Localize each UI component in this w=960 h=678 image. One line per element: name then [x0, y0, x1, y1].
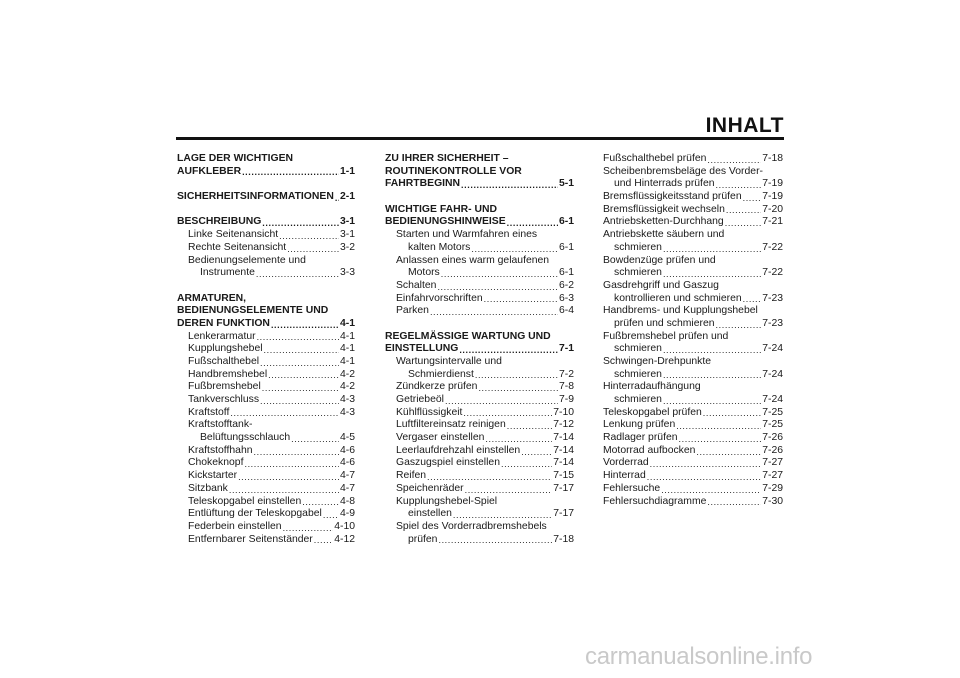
toc-entry[interactable]	[603, 432, 783, 445]
spacer	[177, 204, 355, 217]
toc-page-number: 3-1	[339, 216, 355, 228]
toc-entry[interactable]	[177, 534, 355, 547]
toc-entry-title: prüfen und schmieren	[614, 317, 715, 329]
toc-entry-title: Tankverschluss	[188, 394, 260, 406]
toc-page-number: 7-25	[762, 419, 783, 431]
toc-entry-title: kalten Motors	[408, 241, 471, 253]
dot-leader	[463, 407, 552, 419]
toc-entry-title: Reifen	[396, 470, 427, 482]
dot-leader	[465, 484, 553, 496]
toc-page-number: 4-2	[339, 381, 355, 393]
toc-entry[interactable]	[177, 521, 355, 534]
dot-leader	[430, 306, 558, 318]
dot-leader	[238, 471, 339, 483]
toc-page-number: 7-27	[762, 457, 783, 469]
toc-page-number: 7-27	[762, 470, 783, 482]
toc-entry[interactable]	[385, 534, 574, 547]
toc-entry-title: Vorderrad	[603, 457, 649, 469]
toc-page-number: 6-1	[558, 241, 574, 253]
dot-leader	[437, 281, 558, 293]
toc-entry-title: Entfernbarer Seitenständer	[188, 533, 313, 545]
dot-leader	[484, 293, 558, 305]
toc-page-number: 4-9	[339, 508, 355, 520]
toc-page-number: 7-15	[553, 470, 574, 482]
toc-entry[interactable]	[603, 470, 783, 483]
watermark: carmanualsonline.info	[585, 643, 813, 670]
dot-leader	[256, 268, 339, 280]
toc-entry[interactable]	[385, 483, 574, 496]
toc-page-number: 3-3	[339, 267, 355, 279]
dot-leader	[459, 344, 558, 356]
toc-entry[interactable]	[177, 356, 355, 369]
toc-entry[interactable]	[177, 496, 355, 509]
toc-page-number: 6-4	[558, 305, 574, 317]
toc-entry-title: Hinterrad	[603, 470, 646, 482]
toc-entry-title: Instrumente	[200, 267, 255, 279]
dot-leader	[262, 217, 339, 229]
dot-leader	[663, 344, 761, 356]
toc-entry[interactable]	[385, 343, 574, 356]
dot-leader	[726, 204, 761, 216]
toc-page-number: 5-1	[558, 178, 574, 190]
dot-leader	[507, 420, 552, 432]
toc-entry-title: Parken	[396, 305, 429, 317]
dot-leader	[262, 382, 339, 394]
toc-entry-title: Fußschalthebel	[188, 355, 260, 367]
toc-entry[interactable]	[385, 280, 574, 293]
toc-page-number: 7-29	[762, 482, 783, 494]
dot-leader	[323, 509, 339, 521]
toc-page-number: 7-17	[553, 482, 574, 494]
toc-page-number: 7-25	[762, 406, 783, 418]
toc-entry-title: Kickstarter	[188, 470, 238, 482]
toc-entry[interactable]	[603, 216, 783, 229]
dot-leader	[471, 243, 558, 255]
toc-page-number: 1-1	[339, 165, 355, 177]
toc-entry[interactable]	[603, 267, 783, 280]
toc-page-number: 7-26	[762, 444, 783, 456]
dot-leader	[230, 407, 339, 419]
toc-entry-title: Handbremshebel	[188, 368, 268, 380]
toc-entry-title: Kühlflüssigkeit	[396, 406, 463, 418]
toc-entry[interactable]	[603, 419, 783, 432]
toc-entry-title: Linke Seitenansicht	[188, 229, 279, 241]
dot-leader	[478, 382, 558, 394]
toc-entry[interactable]	[385, 305, 574, 318]
toc-entry[interactable]	[385, 470, 574, 483]
page-title: INHALT	[705, 114, 784, 137]
toc-entry-title: Schmierdienst	[408, 368, 474, 380]
toc-entry[interactable]	[177, 381, 355, 394]
toc-page-number: 7-12	[553, 419, 574, 431]
toc-entry-title: Fußschalthebel prüfen	[603, 152, 707, 164]
toc-entry-title: Wartungsintervalle und	[396, 356, 502, 367]
dot-leader	[264, 344, 339, 356]
toc-entry-title: schmieren	[614, 267, 662, 279]
toc-page-number: 7-14	[553, 432, 574, 444]
toc-entry-title: Teleskopgabel einstellen	[188, 495, 302, 507]
dot-leader	[707, 496, 761, 508]
toc-entry[interactable]	[385, 458, 574, 471]
toc-entry-title: schmieren	[614, 368, 662, 380]
toc-entry[interactable]	[603, 242, 783, 255]
toc-entry[interactable]	[603, 318, 783, 331]
toc-entry[interactable]	[385, 508, 574, 521]
toc-entry[interactable]	[385, 407, 574, 420]
dot-leader	[427, 471, 552, 483]
toc-entry[interactable]	[603, 369, 783, 382]
toc-page-number: 7-18	[553, 533, 574, 545]
toc-entry-title: Gasdrehgriff und Gaszug	[603, 279, 719, 291]
dot-leader	[287, 243, 339, 255]
toc-entry-title: EINSTELLUNG	[385, 343, 459, 355]
toc-entry-title: Schwingen-Drehpunkte	[603, 356, 712, 367]
toc-entry-title: prüfen	[408, 533, 438, 545]
dot-leader	[663, 395, 761, 407]
dot-leader	[716, 179, 762, 191]
toc-page-number: 7-23	[762, 317, 783, 329]
toc-entry-title: kontrollieren und schmieren	[614, 292, 742, 304]
toc-entry-title: und Hinterrads prüfen	[614, 178, 715, 190]
toc-page-number: 6-2	[558, 279, 574, 291]
dot-leader	[521, 446, 552, 458]
dot-leader	[661, 484, 761, 496]
toc-page-number: 3-2	[339, 241, 355, 253]
toc-page-number: 4-8	[339, 495, 355, 507]
dot-leader	[260, 357, 339, 369]
toc-page-number: 4-1	[339, 330, 355, 342]
toc-page-number: 4-1	[339, 355, 355, 367]
toc-entry[interactable]	[177, 369, 355, 382]
toc-entry[interactable]	[177, 242, 355, 255]
toc-entry[interactable]	[603, 153, 783, 166]
toc-entry-title: Kraftstofftank-	[188, 419, 253, 431]
toc-page-number: 7-24	[762, 343, 783, 355]
dot-leader	[663, 369, 761, 381]
dot-leader	[507, 217, 558, 229]
dot-leader	[647, 471, 761, 483]
toc-entry-title: Antriebskette säubern und	[603, 229, 725, 241]
toc-section-heading: ZU IHRER SICHERHEIT –	[385, 153, 509, 164]
toc-page-number: 4-6	[339, 444, 355, 456]
toc-entry-title: Fußbremshebel	[188, 381, 261, 393]
toc-page-number: 7-14	[553, 457, 574, 469]
toc-page-number: 4-3	[339, 406, 355, 418]
toc-entry[interactable]	[385, 369, 574, 382]
toc-page-number: 6-1	[558, 267, 574, 279]
toc-entry[interactable]	[177, 229, 355, 242]
toc-page-number: 7-22	[762, 267, 783, 279]
toc-entry-title: Lenkung prüfen	[603, 419, 676, 431]
dot-leader	[335, 192, 339, 204]
toc-entry[interactable]	[177, 470, 355, 483]
dot-leader	[260, 395, 339, 407]
toc-entry-title: Bremsflüssigkeit wechseln	[603, 203, 725, 215]
toc-entry-title: Fußbremshebel prüfen und	[603, 330, 729, 342]
title-rule	[176, 137, 784, 140]
toc-entry-title: Entlüftung der Teleskopgabel	[188, 508, 322, 520]
toc-page-number: 7-23	[762, 292, 783, 304]
toc-section-heading: ROUTINEKONTROLLE VOR	[385, 165, 522, 177]
dot-leader	[229, 484, 339, 496]
toc-entry[interactable]	[603, 191, 783, 204]
toc-entry-title: Kraftstoff	[188, 406, 230, 418]
toc-entry[interactable]	[385, 293, 574, 306]
toc-entry-title: Bowdenzüge prüfen und	[603, 254, 716, 266]
toc-page-number: 4-7	[339, 470, 355, 482]
toc-page-number: 4-1	[339, 317, 355, 329]
toc-entry[interactable]	[603, 496, 783, 509]
toc-entry-title: Chokeknopf	[188, 457, 244, 469]
toc-entry[interactable]	[177, 343, 355, 356]
dot-leader	[445, 395, 558, 407]
toc-page-number: 3-1	[339, 229, 355, 241]
toc-entry[interactable]	[177, 483, 355, 496]
toc-page-number: 4-6	[339, 457, 355, 469]
toc-page-number: 7-8	[558, 381, 574, 393]
dot-leader	[244, 458, 339, 470]
toc-entry[interactable]	[385, 432, 574, 445]
toc-entry[interactable]	[177, 331, 355, 344]
toc-page-number: 7-24	[762, 394, 783, 406]
toc-entry[interactable]	[603, 343, 783, 356]
toc-entry[interactable]	[177, 267, 355, 280]
toc-entry[interactable]	[603, 407, 783, 420]
toc-entry[interactable]	[177, 318, 355, 331]
toc-entry[interactable]	[385, 216, 574, 229]
toc-entry-title: Radlager prüfen	[603, 432, 678, 444]
toc-section-heading: LAGE DER WICHTIGEN	[177, 153, 294, 164]
toc-entry-title: Anlassen eines warm gelaufenen	[396, 254, 550, 266]
toc-page-number: 7-19	[762, 178, 783, 190]
toc-entry-title: Luftfiltereinsatz reinigen	[396, 419, 506, 431]
toc-entry-title: Motors	[408, 267, 440, 279]
dot-leader	[461, 179, 558, 191]
dot-leader	[696, 446, 761, 458]
dot-leader	[453, 509, 552, 521]
dot-leader	[743, 293, 762, 305]
toc-page-number: 7-17	[553, 508, 574, 520]
dot-leader	[485, 433, 552, 445]
toc-page-number: 4-7	[339, 482, 355, 494]
toc-entry-title: Lenkerarmatur	[188, 330, 256, 342]
dot-leader	[676, 420, 761, 432]
toc-entry[interactable]	[385, 419, 574, 432]
toc-entry-title: AUFKLEBER	[177, 165, 242, 177]
spacer	[177, 178, 355, 191]
toc-entry-title: Zündkerze prüfen	[396, 381, 478, 393]
toc-entry-title: BEDIENUNGSHINWEISE	[385, 216, 506, 228]
toc-entry-title: Sitzbank	[188, 482, 228, 494]
dot-leader	[242, 166, 339, 178]
dot-leader	[279, 230, 339, 242]
toc-page-number: 6-3	[558, 292, 574, 304]
toc-entry-title: Vergaser einstellen	[396, 432, 485, 444]
toc-page-number: 7-24	[762, 368, 783, 380]
toc-entry[interactable]	[385, 381, 574, 394]
toc-entry[interactable]	[385, 267, 574, 280]
toc-entry-title: Teleskopgabel prüfen	[603, 406, 702, 418]
toc-entry[interactable]	[177, 432, 355, 445]
toc-entry-title: Bremsflüssigkeitsstand prüfen	[603, 191, 742, 203]
toc-entry-title: Bedienungselemente und	[188, 254, 306, 266]
toc-entry-title: Belüftungsschlauch	[200, 432, 291, 444]
toc-entry-title: Kraftstoffhahn	[188, 444, 253, 456]
toc-entry-title: BESCHREIBUNG	[177, 216, 262, 228]
dot-leader	[650, 458, 762, 470]
toc-entry-title: Motorrad aufbocken	[603, 444, 696, 456]
toc-page-number: 7-30	[762, 495, 783, 507]
toc-page-number: 7-18	[762, 152, 783, 164]
toc-entry-title: Hinterradaufhängung	[603, 381, 701, 393]
dot-leader	[679, 433, 762, 445]
toc-entry-title: DEREN FUNKTION	[177, 317, 270, 329]
dot-leader	[302, 496, 339, 508]
toc-entry[interactable]	[385, 445, 574, 458]
toc-entry[interactable]	[603, 178, 783, 191]
toc-entry-title: FAHRTBEGINN	[385, 178, 461, 190]
dot-leader	[725, 217, 761, 229]
dot-leader	[438, 534, 552, 546]
dot-leader	[743, 192, 762, 204]
toc-entry-title: Spiel des Vorderradbremshebels	[396, 520, 547, 532]
toc-entry[interactable]	[177, 508, 355, 521]
toc-page-number: 7-1	[558, 343, 574, 355]
toc-entry-title: Antriebsketten-Durchhang	[603, 216, 724, 228]
toc-entry-title: Federbein einstellen	[188, 520, 282, 532]
dot-leader	[475, 369, 558, 381]
toc-page-number: 7-2	[558, 368, 574, 380]
toc-section-heading: ARMATUREN,	[177, 292, 247, 304]
spacer	[177, 280, 355, 293]
spacer	[385, 191, 574, 204]
toc-page-number: 4-5	[339, 432, 355, 444]
toc-entry-title: Kupplungshebel	[188, 343, 263, 355]
toc-column-2	[385, 153, 574, 546]
toc-page-number: 7-26	[762, 432, 783, 444]
toc-page-number: 6-1	[558, 216, 574, 228]
toc-entry[interactable]	[177, 166, 355, 179]
dot-leader	[271, 319, 339, 331]
toc-entry-title: Kupplungshebel-Spiel	[396, 495, 498, 507]
toc-entry-title: Fehlersuche	[603, 482, 661, 494]
toc-page-number: 7-21	[762, 216, 783, 228]
toc-entry-title: Getriebeöl	[396, 394, 444, 406]
dot-leader	[663, 243, 761, 255]
toc-section-heading: BEDIENUNGSELEMENTE UND	[177, 305, 329, 317]
toc-page-number: 7-14	[553, 444, 574, 456]
toc-entry[interactable]	[603, 458, 783, 471]
toc-entry[interactable]	[385, 178, 574, 191]
toc-page-number: 4-12	[334, 533, 355, 545]
dot-leader	[283, 522, 334, 534]
toc-entry-title: schmieren	[614, 241, 662, 253]
dot-leader	[663, 268, 761, 280]
dot-leader	[268, 369, 339, 381]
dot-leader	[501, 458, 552, 470]
toc-section-heading: REGELMÄSSIGE WARTUNG UND	[385, 330, 551, 342]
toc-page-number: 4-1	[339, 343, 355, 355]
toc-section-heading: WICHTIGE FAHR- UND	[385, 203, 497, 215]
toc-entry[interactable]	[177, 394, 355, 407]
toc-page-number: 7-19	[762, 191, 783, 203]
toc-entry-title: SICHERHEITSINFORMATIONEN	[177, 191, 334, 203]
toc-entry-title: Handbrems- und Kupplungshebel	[603, 305, 758, 317]
toc-page-number: 2-1	[339, 191, 355, 203]
toc-page-number: 7-20	[762, 203, 783, 215]
toc-entry-title: Gaszugspiel einstellen	[396, 457, 500, 469]
dot-leader	[257, 331, 339, 343]
toc-column-3	[603, 153, 783, 508]
toc-entry-title: Leerlaufdrehzahl einstellen	[396, 444, 521, 456]
toc-page-number: 7-9	[558, 394, 574, 406]
toc-entry[interactable]	[177, 458, 355, 471]
toc-entry[interactable]	[385, 242, 574, 255]
dot-leader	[254, 446, 339, 458]
dot-leader	[314, 534, 333, 546]
toc-entry-title: Speichenräder	[396, 482, 464, 494]
toc-entry-title: schmieren	[614, 394, 662, 406]
toc-entry-title: schmieren	[614, 343, 662, 355]
toc-entry[interactable]	[177, 191, 355, 204]
toc-entry[interactable]	[177, 407, 355, 420]
toc-page-number: 7-22	[762, 241, 783, 253]
toc-entry-title: Starten und Warmfahren eines	[396, 229, 538, 241]
toc-entry[interactable]	[603, 445, 783, 458]
dot-leader	[441, 268, 558, 280]
toc-column-1	[177, 153, 355, 546]
toc-entry[interactable]	[603, 204, 783, 217]
toc-entry-title: Scheibenbremsbeläge des Vorder-	[603, 165, 763, 177]
toc-page-number: 4-3	[339, 394, 355, 406]
toc-entry[interactable]	[603, 394, 783, 407]
toc-entry-title: Rechte Seitenansicht	[188, 241, 287, 253]
toc-entry[interactable]	[603, 483, 783, 496]
toc-entry[interactable]	[177, 216, 355, 229]
toc-entry[interactable]	[603, 293, 783, 306]
toc-entry-title: Schalten	[396, 279, 437, 291]
toc-entry-title: einstellen	[408, 508, 452, 520]
dot-leader	[716, 319, 762, 331]
dot-leader	[703, 407, 761, 419]
toc-page-number: 4-2	[339, 368, 355, 380]
dot-leader	[291, 433, 339, 445]
toc-entry[interactable]	[177, 445, 355, 458]
toc-entry-title: Fehlersuchdiagramme	[603, 495, 707, 507]
dot-leader	[707, 154, 761, 166]
toc-entry[interactable]	[385, 394, 574, 407]
toc-page-number: 7-10	[553, 406, 574, 418]
toc-page-number: 4-10	[334, 520, 355, 532]
toc-entry-title: Einfahrvorschriften	[396, 292, 483, 304]
spacer	[385, 318, 574, 331]
